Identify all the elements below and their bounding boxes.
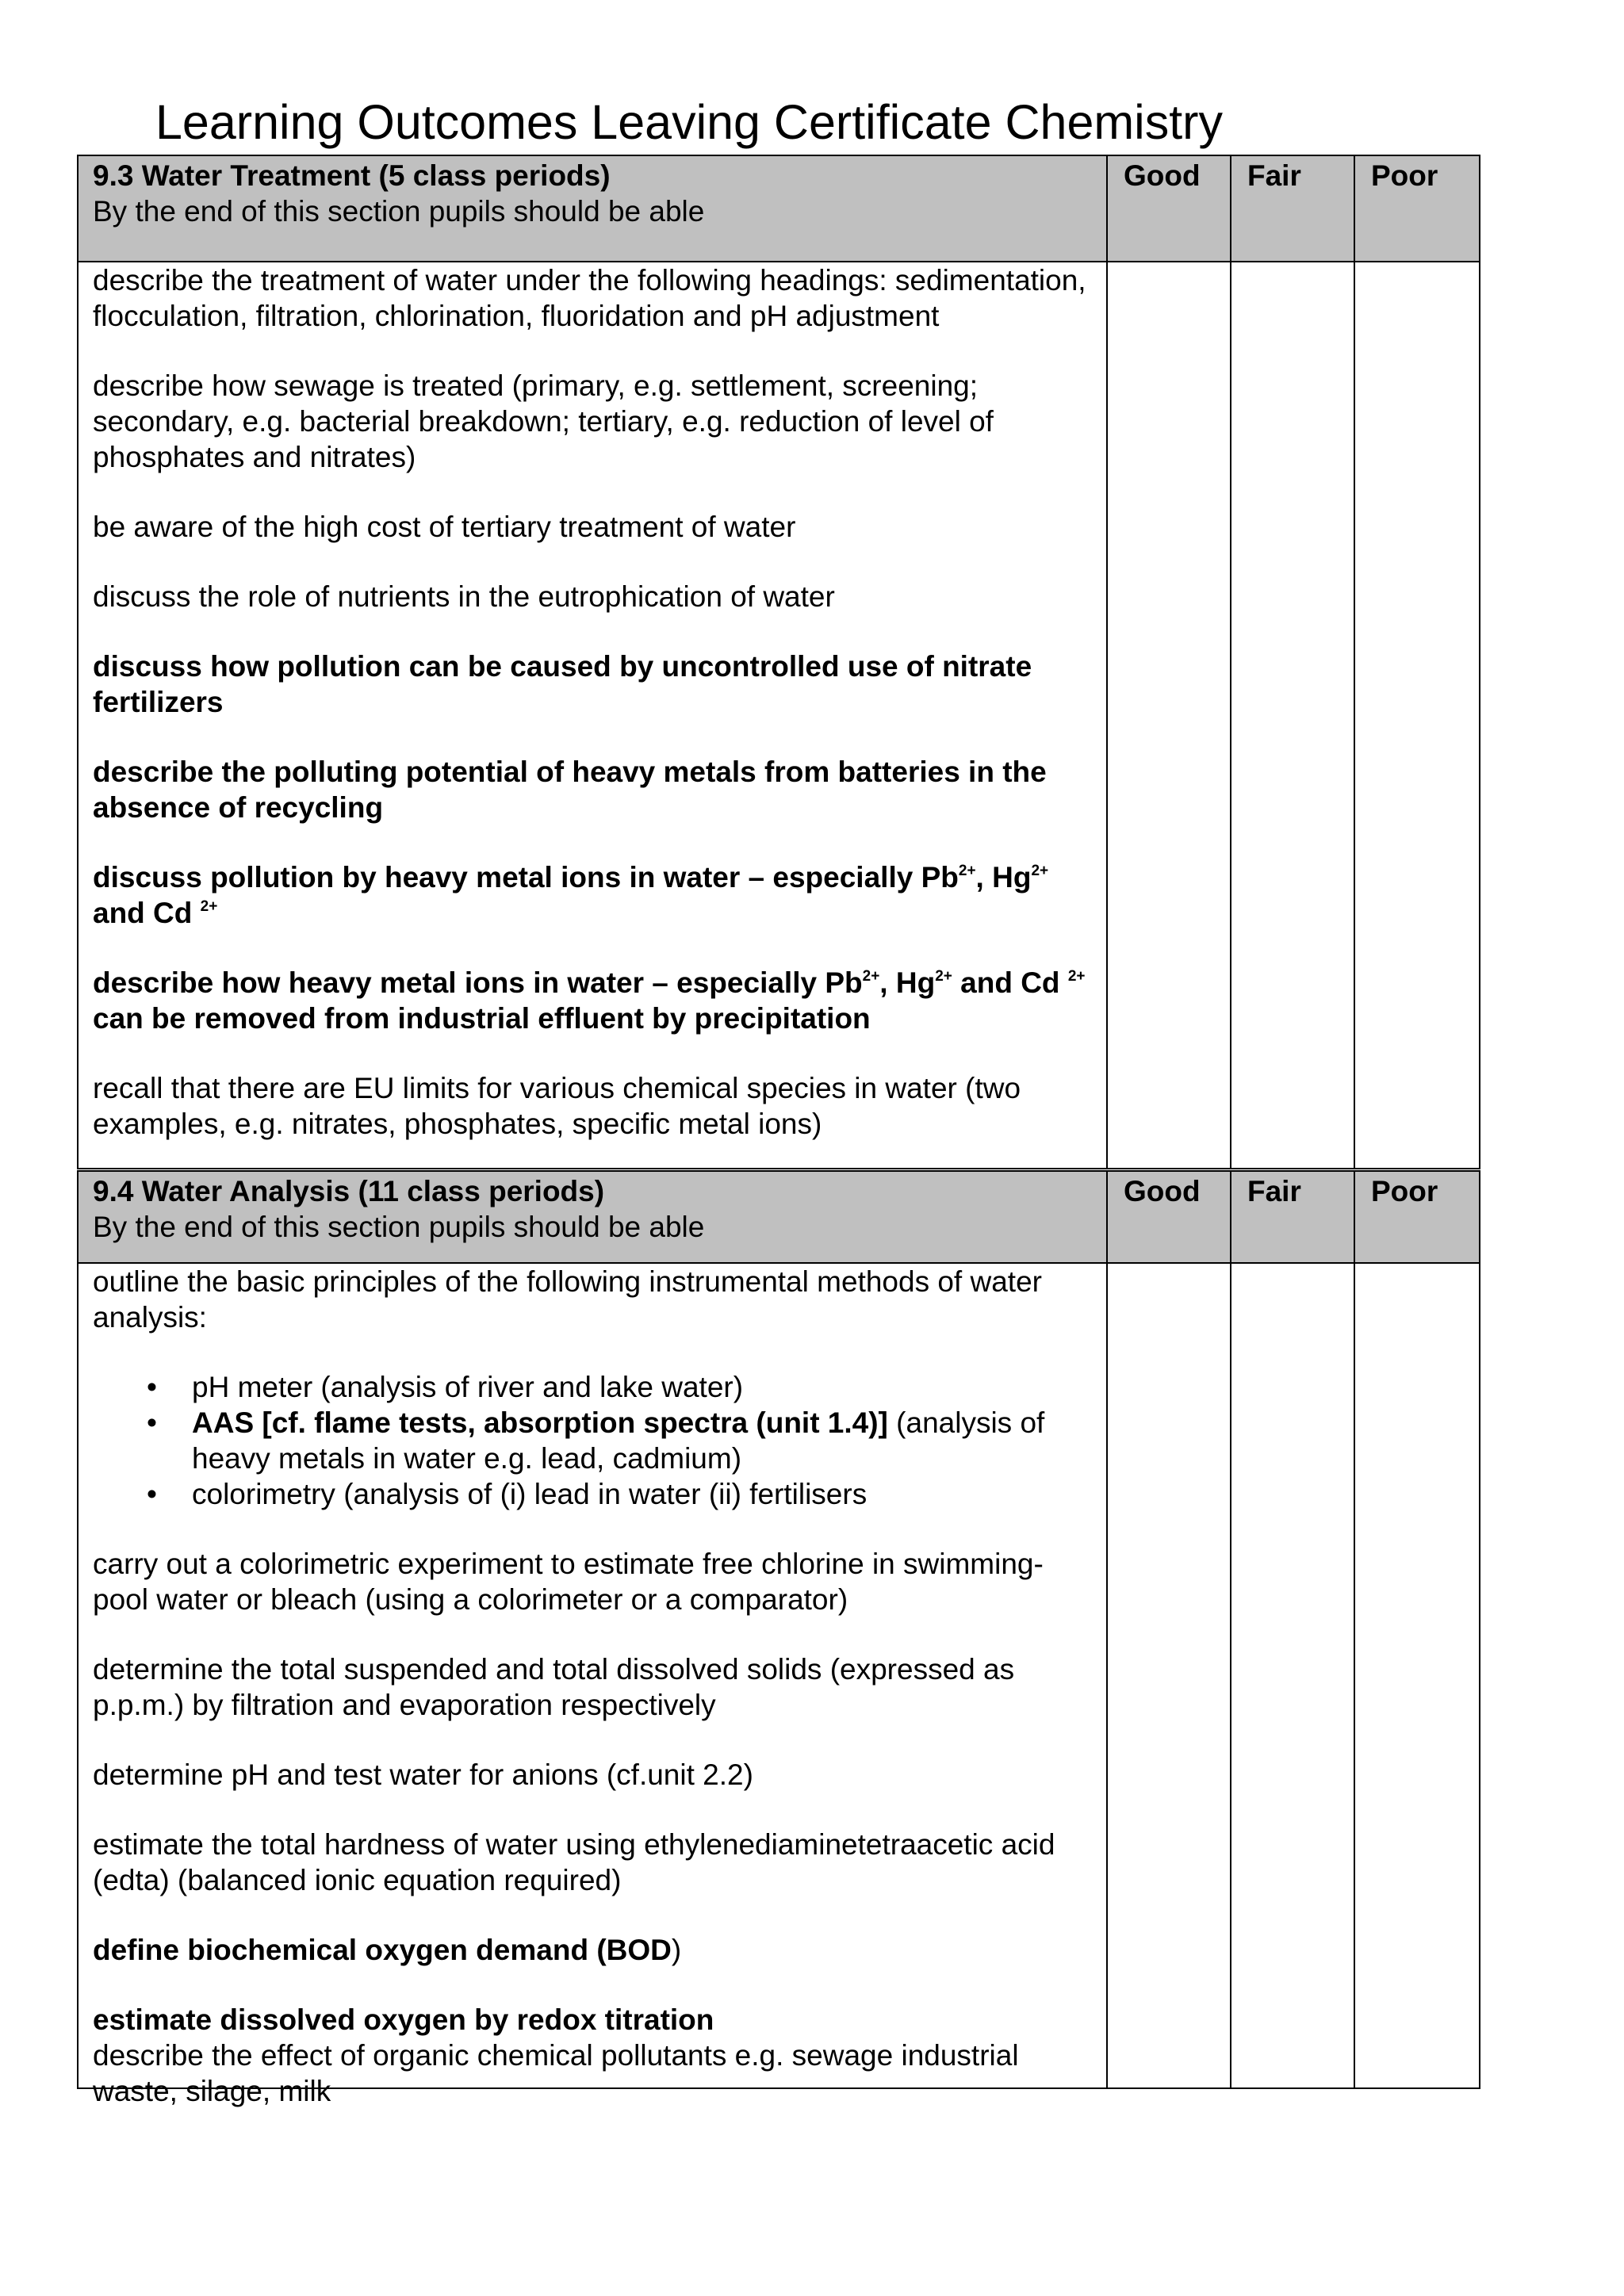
- column-header-good: Good: [1106, 1170, 1230, 1262]
- section-subheading: By the end of this section pupils should be able: [93, 195, 705, 228]
- outcome-item: describe how heavy metal ions in water – especially $Pb^{2+}$, $Hg^{2+}$ and Cd $^{2+}$ can be removed from industrial effluent by precipitation: [93, 966, 1086, 1035]
- rating-cell-poor[interactable]: [1354, 261, 1480, 1169]
- section-header: [77, 155, 1106, 261]
- rating-cell-fair[interactable]: [1230, 261, 1354, 1169]
- outcome-item: define biochemical oxygen demand (BOD): [93, 1934, 682, 1966]
- outcome-item: describe how sewage is treated (primary, e.g. settlement, screening; secondary, e.g. bacterial breakdown; tertiary, e.g. reduction of level of phosphates and nitrates): [93, 369, 994, 473]
- section-subheading: By the end of this section pupils should be able: [93, 1211, 705, 1243]
- rating-cell-poor[interactable]: [1354, 1262, 1480, 2089]
- bullet-icon: •: [147, 1478, 157, 1510]
- outcome-item: outline the basic principles of the following instrumental methods of water analysis:: [93, 1265, 1042, 1334]
- outcome-item: carry out a colorimetric experiment to estimate free chlorine in swimming-pool water or bleach (using a colorimeter or a comparator): [93, 1548, 1044, 1616]
- outcome-item: describe the effect of organic chemical pollutants e.g. sewage industrial waste, silage, milk: [93, 2039, 1019, 2107]
- outcome-item: determine the total suspended and total dissolved solids (expressed as p.p.m.) by filtration and evaporation respectively: [93, 1653, 1015, 1721]
- method-item: • colorimetry (analysis of (i) lead in water (ii) fertilisers: [147, 1478, 868, 1510]
- outcome-item: be aware of the high cost of tertiary treatment of water: [93, 511, 796, 543]
- section-heading: 9.3 Water Treatment (5 class periods): [93, 159, 611, 192]
- section-water-treatment: [77, 155, 1480, 1169]
- rating-cell-fair[interactable]: [1230, 1262, 1354, 2089]
- outcome-item: estimate the total hardness of water using ethylenediaminetetraacetic acid (edta) (balanced ionic equation required): [93, 1828, 1055, 1896]
- outcome-item: discuss the role of nutrients in the eutrophication of water: [93, 580, 835, 613]
- section-water-analysis: [77, 1170, 1480, 2107]
- bullet-icon: •: [147, 1406, 157, 1439]
- rating-cell-good[interactable]: [1106, 261, 1230, 1169]
- outcome-item: recall that there are EU limits for various chemical species in water (two examples, e.g. nitrates, phosphates, specific metal ions): [93, 1072, 1021, 1140]
- outcome-item: determine pH and test water for anions (cf.unit 2.2): [93, 1758, 753, 1791]
- outcomes-list: [77, 1262, 1106, 2107]
- column-header-fair: Fair: [1230, 155, 1354, 261]
- outcome-item: estimate dissolved oxygen by redox titration: [93, 2003, 714, 2036]
- outcome-item: describe the polluting potential of heavy metals from batteries in the absence of recycling: [93, 756, 1047, 824]
- outcomes-list: [77, 261, 1106, 1169]
- column-header-fair: Fair: [1230, 1170, 1354, 1262]
- section-header: [77, 1170, 1106, 1262]
- outcome-item: describe the treatment of water under the following headings: sedimentation, flocculation, filtration, chlorination, fluoridation and pH adjustment: [93, 264, 1086, 332]
- bullet-icon: •: [147, 1371, 157, 1403]
- section-heading: 9.4 Water Analysis (11 class periods): [93, 1175, 605, 1207]
- method-item: • pH meter (analysis of river and lake water): [147, 1371, 744, 1403]
- rating-cell-good[interactable]: [1106, 1262, 1230, 2089]
- page-title: Learning Outcomes Leaving Certificate Chemistry: [155, 95, 1223, 149]
- method-item: • AAS [cf. flame tests, absorption spectra (unit 1.4)] (analysis of heavy metals in water e.g. lead, cadmium): [147, 1406, 1045, 1475]
- outcome-item: discuss how pollution can be caused by uncontrolled use of nitrate fertilizers: [93, 650, 1032, 718]
- outcome-item: discuss pollution by heavy metal ions in water – especially $Pb^{2+}$, $Hg^{2+}$ and Cd $^{2+}$: [93, 861, 1049, 929]
- column-header-good: Good: [1106, 155, 1230, 261]
- column-header-poor: Poor: [1354, 1170, 1480, 1262]
- methods-list: [93, 1369, 1092, 1512]
- column-header-poor: Poor: [1354, 155, 1480, 261]
